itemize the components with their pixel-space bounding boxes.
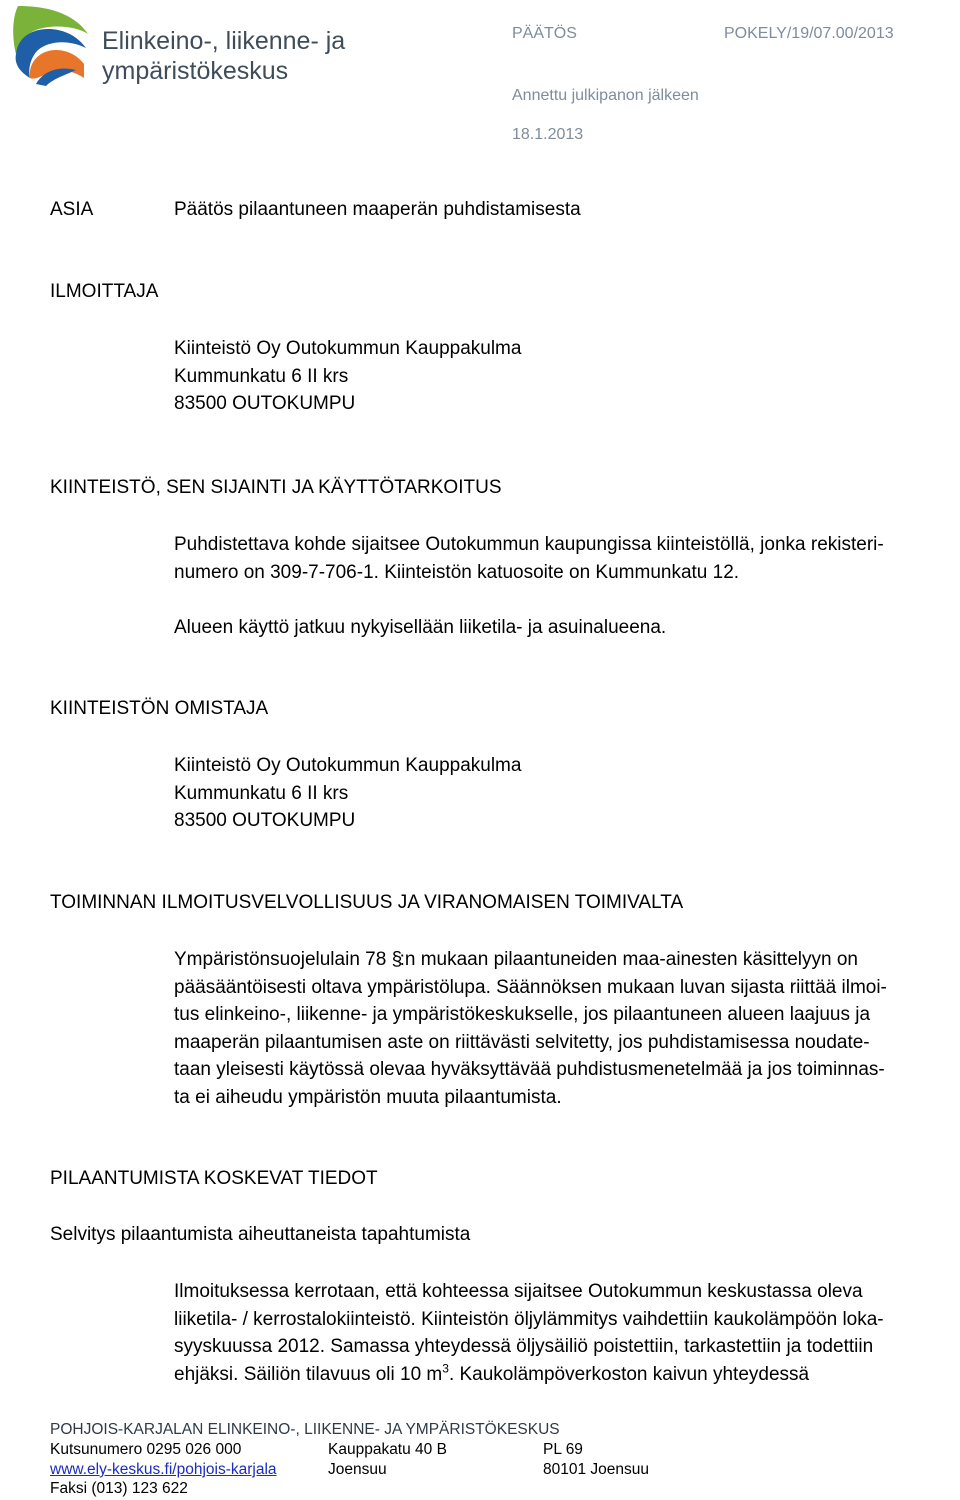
paragraph-line: numero on 309-7-706-1. Kiinteistön katuosoite on Kummunkatu 12. [174,561,740,583]
paragraph-line: maaperän pilaantumisen aste on riittävästi selvitetty, jos puhdistamisessa noudate- [174,1031,870,1053]
kiinteisto-label: KIINTEISTÖ, SEN SIJAINTI JA KÄYTTÖTARKOITUS [50,477,502,498]
logo-line-2: ympäristökeskus [102,57,289,85]
omistaja-address [174,752,521,835]
toiminnan-paragraph [174,946,887,1111]
paragraph-line: Puhdistettava kohde sijaitsee Outokummun kaupungissa kiinteistöllä, jonka rekisteri- [174,534,884,555]
footer-street: Kauppakatu 40 B [328,1441,447,1458]
omistaja-label: KIINTEISTÖN OMISTAJA [50,698,269,719]
pilaantumista-paragraph [174,1278,884,1388]
footer-web-link[interactable]: www.ely-keskus.fi/pohjois-karjala [50,1461,277,1478]
pilaantumista-sub-label: Selvitys pilaantumista aiheuttaneista tapahtumista [50,1224,471,1245]
logo-line-1: Elinkeino-, liikenne- ja [102,27,346,55]
kiinteisto-usage: Alueen käyttö jatkuu nykyisellään liiketila- ja asuinalueena. [174,617,667,638]
text-fragment: Ympäristönsuojelulain 78 [174,949,392,970]
footer-pobox: PL 69 [543,1441,583,1458]
section-sign-icon: § [391,949,403,970]
paragraph-line: syyskuussa 2012. Samassa yhteydessä öljysäiliö poistettiin, tarkastettiin ja todettiin [174,1336,874,1357]
logo-text [102,26,345,86]
ilmoittaja-label: ILMOITTAJA [50,281,159,302]
paragraph-line: pääsääntöisesti oltava ympäristölupa. Säännöksen mukaan luvan sijasta riittää ilmoi- [174,976,887,998]
paragraph-line: ta ei aiheudu ympäristön muuta pilaantumista. [174,1086,562,1108]
doc-date: 18.1.2013 [512,126,584,143]
doc-type: PÄÄTÖS [512,25,577,42]
address-line: Kummunkatu 6 II krs [174,782,349,804]
footer-city: Joensuu [328,1461,387,1478]
paragraph-line: Ilmoituksessa kerrotaan, että kohteessa sijaitsee Outokummun keskustassa oleva [174,1281,863,1302]
paragraph-line: liiketila- / kerrostalokiinteistö. Kiinteistön öljylämmitys vaihdettiin kaukolämpöön loka- [174,1308,884,1330]
address-line: 83500 OUTOKUMPU [174,393,356,414]
footer-postal: 80101 Joensuu [543,1461,650,1478]
address-line: Kummunkatu 6 II krs [174,365,349,387]
ely-emblem-icon [10,4,94,90]
text-fragment: . Kaukolämpöverkoston kaivun yhteydessä [448,1363,810,1385]
address-line: Kiinteistö Oy Outokummun Kauppakulma [174,755,522,776]
footer-org: POHJOIS-KARJALAN ELINKEINO-, LIIKENNE- JA YMPÄRISTÖKESKUS [50,1421,560,1438]
paragraph-line [174,946,887,974]
footer-phone: Kutsunumero 0295 026 000 [50,1441,242,1458]
paragraph-line [174,1361,884,1389]
address-line: Kiinteistö Oy Outokummun Kauppakulma [174,338,522,359]
superscript: 3 [442,1361,449,1376]
address-line: 83500 OUTOKUMPU [174,810,356,831]
asia-label: ASIA [50,199,94,220]
ely-logo [10,4,350,94]
text-fragment: ehjäksi. Säiliön tilavuus oli 10 m [174,1363,443,1385]
footer-fax: Faksi (013) 123 622 [50,1480,188,1497]
given-note: Annettu julkipanon jälkeen [512,87,699,104]
asia-text: Päätös pilaantuneen maaperän puhdistamisesta [174,199,581,220]
text-fragment: :n mukaan pilaantuneiden maa-ainesten käsittelyyn on [399,949,858,970]
pilaantumista-label: PILAANTUMISTA KOSKEVAT TIEDOT [50,1168,378,1189]
doc-number: POKELY/19/07.00/2013 [724,25,894,42]
paragraph-line: taan yleisesti käytössä olevaa hyväksyttävää puhdistusmenetelmää ja jos toiminnas- [174,1059,885,1080]
toiminnan-label: TOIMINNAN ILMOITUSVELVOLLISUUS JA VIRANOMAISEN TOIMIVALTA [50,892,684,913]
ilmoittaja-address [174,335,521,418]
kiinteisto-paragraph [174,531,884,586]
paragraph-line: tus elinkeino-, liikenne- ja ympäristökeskukselle, jos pilaantuneen alueen laajuus ja [174,1004,871,1025]
